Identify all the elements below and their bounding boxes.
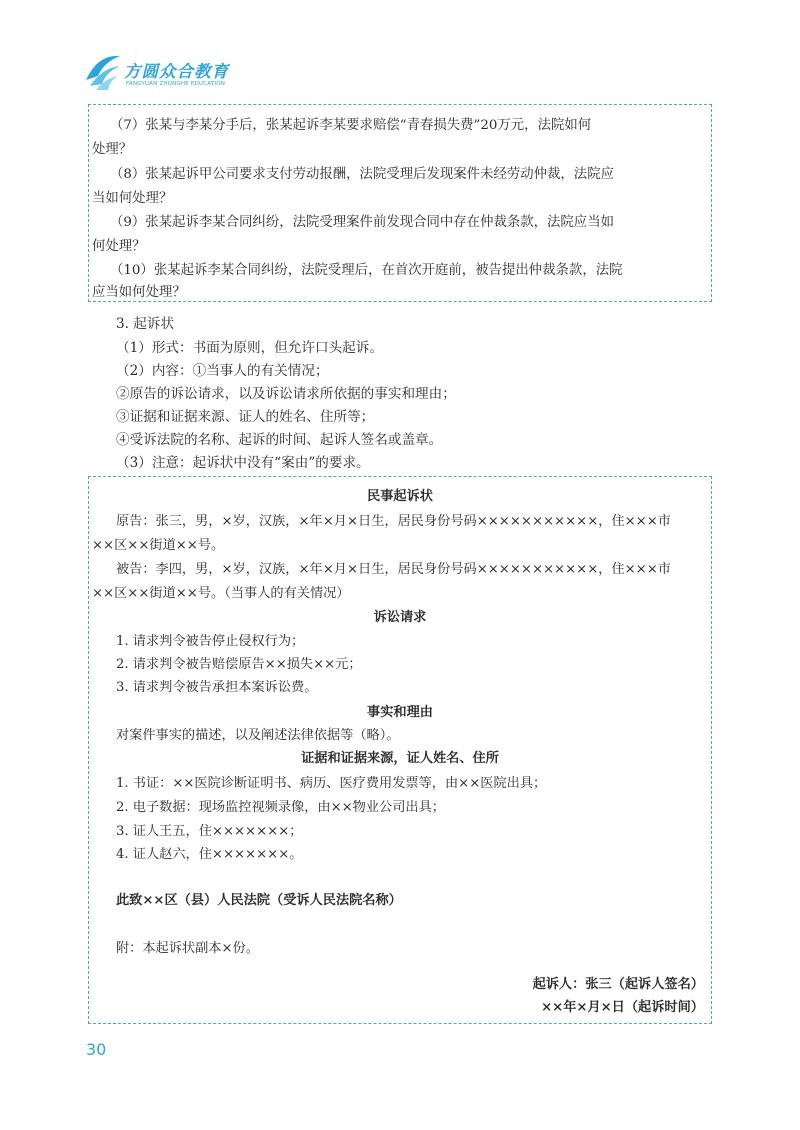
to-court: 此致××区（县）人民法院（受诉人民法院名称） [116, 893, 402, 908]
claims-title: 诉讼请求 [373, 610, 427, 625]
evidence-title: 证据和证据来源，证人姓名、住所 [301, 751, 499, 766]
claim-item: 2. 请求判令被告赔偿原告××损失××元； [116, 657, 362, 672]
defendant-line-2: ××区××街道××号。（当事人的有关情况） [92, 586, 350, 601]
question-9-line-1: （9）张某起诉李某合同纠纷，法院受理案件前发现合同中存在仲裁条款，法院应当如 [110, 215, 614, 230]
logo-name: 方圆众合教育 [124, 62, 229, 81]
section-line-evidence: ③证据和证据来源、证人的姓名、住所等； [116, 409, 375, 425]
question-8-line-1: （8）张某起诉甲公司要求支付劳动报酬，法院受理后发现案件未经劳动仲裁，法院应 [110, 167, 614, 182]
section-line-claims: ②原告的诉讼请求，以及诉讼请求所依据的事实和理由； [116, 386, 456, 402]
evidence-item: 3. 证人王五，住×××××××； [116, 824, 303, 839]
complaint-title: 民事起诉状 [367, 489, 433, 504]
evidence-item: 1. 书证：××医院诊断证明书、病历、医疗费用发票等，由××医院出具； [116, 776, 547, 791]
evidence-item: 4. 证人赵六，住×××××××。 [116, 847, 303, 862]
facts-title: 事实和理由 [367, 705, 433, 720]
question-10-line-1: （10）张某起诉李某合同纠纷，法院受理后，在首次开庭前，被告提出仲裁条款，法院 [110, 263, 623, 278]
logo-icon [84, 50, 122, 90]
date-line: ××年×月×日（起诉时间） [541, 1000, 704, 1015]
question-7-line-1: （7）张某与李某分手后，张某起诉李某要求赔偿“青春损失费”20万元，法院如何 [110, 118, 592, 133]
question-7-line-2: 处理？ [92, 142, 133, 157]
section-title: 3. 起诉状 [116, 316, 175, 332]
question-9-line-2: 何处理？ [92, 239, 146, 254]
section-line-note: （3）注意：起诉状中没有“案由”的要求。 [116, 455, 370, 471]
facts-text: 对案件事实的描述，以及阐述法律依据等（略）。 [116, 728, 400, 743]
logo-subtitle: FANGYUAN ZHONGHE EDUCATION [126, 81, 226, 87]
logo [84, 50, 264, 98]
question-10-line-2: 应当如何处理？ [92, 285, 186, 300]
plaintiff-line-2: ××区××街道××号。 [92, 538, 225, 553]
evidence-item: 2. 电子数据：现场监控视频录像，由××物业公司出具； [116, 800, 445, 815]
claim-item: 1. 请求判令被告停止侵权行为； [116, 634, 305, 649]
signer-line: 起诉人：张三（起诉人签名） [532, 977, 704, 992]
claim-item: 3. 请求判令被告承担本案诉讼费。 [116, 680, 318, 695]
plaintiff-line-1: 原告：张三，男，×岁，汉族，×年×月×日生，居民身份号码×××××××××××，住×××市 [116, 514, 671, 529]
section-line-content: （2）内容：①当事人的有关情况； [116, 363, 329, 379]
section-line-court: ④受诉法院的名称、起诉的时间、起诉人签名或盖章。 [116, 432, 443, 448]
defendant-line-1: 被告：李四，男，×岁，汉族，×年×月×日生，居民身份号码×××××××××××，住×××市 [116, 562, 671, 577]
section-line-form: （1）形式：书面为原则，但允许口头起诉。 [116, 340, 383, 356]
page-number: 30 [86, 1040, 107, 1059]
attachment-note: 附：本起诉状副本×份。 [116, 941, 259, 956]
question-8-line-2: 当如何处理？ [92, 191, 173, 206]
